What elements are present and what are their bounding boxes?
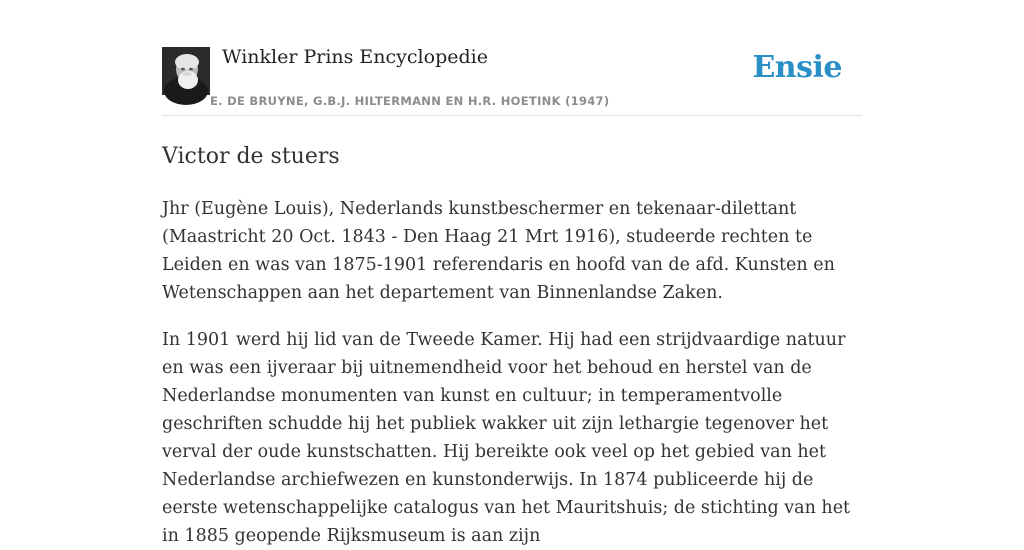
article-paragraph: In 1901 werd hij lid van de Tweede Kamer. Hij had een strijdvaardige natuur en was een ijveraar bij uitnemendheid voor het behoud en herstel van de Nederlandse monumenten van kunst en cultuur; in temperamentvolle geschriften schudde hij het publiek wakker uit zijn lethargie tegenover het verval der oude kunstschatten. Hij bereikte ook veel op het gebied van het Nederlandse archiefwezen en kunstonderwijs. In 1874 publiceerde hij de eerste wetenschappelijke catalogus van het Mauritshuis; de stichting van het in 1885 geopende Rijksmuseum is aan zijn (162, 330, 851, 546)
portrait-photo-icon (162, 47, 210, 95)
page (162, 0, 862, 550)
author-avatar[interactable] (162, 47, 210, 95)
article-title: Victor de stuers (162, 144, 340, 169)
ensie-logo[interactable]: Ensie (752, 50, 842, 85)
header (162, 0, 862, 116)
site-title[interactable]: Winkler Prins Encyclopedie (222, 46, 488, 68)
source-authors: E. DE BRUYNE, G.B.J. HILTERMANN EN H.R. HOETINK (1947) (210, 94, 610, 108)
article-paragraph: Jhr (Eugène Louis), Nederlands kunstbeschermer en tekenaar-dilettant (Maastricht 20 Oct. 1843 - Den Haag 21 Mrt 1916), studeerde rechten te Leiden en was van 1875-1901 referendaris en hoofd van de afd. Kunsten en Wetenschappen aan het departement van Binnenlandse Zaken. (162, 199, 835, 303)
